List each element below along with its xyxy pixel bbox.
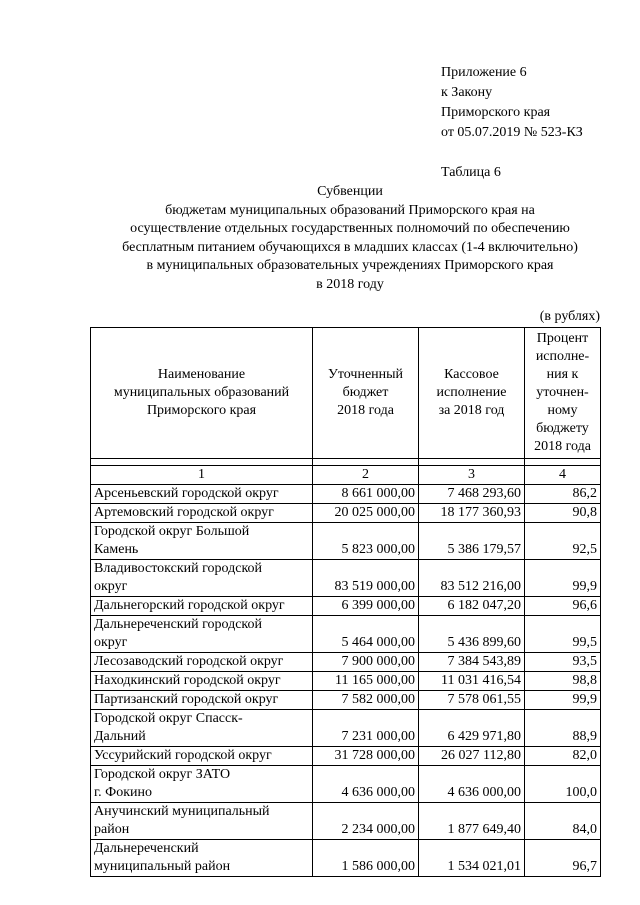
column-number-row xyxy=(91,466,601,485)
municipality-name-line: Арсеньевский городской округ xyxy=(94,486,279,501)
execution-cell: 11 031 416,54 xyxy=(419,672,525,691)
municipality-name xyxy=(91,560,313,597)
municipality-name xyxy=(91,616,313,653)
municipality-name-line: округ xyxy=(94,635,128,650)
header-budget: Уточненный бюджет 2018 года xyxy=(313,328,419,459)
table-row xyxy=(91,672,601,691)
budget-cell: 1 586 000,00 xyxy=(313,840,419,877)
municipality-name-line: Камень xyxy=(94,542,139,557)
municipality-name-line: Находкинский городской округ xyxy=(94,673,281,688)
budget-cell: 8 661 000,00 xyxy=(313,485,419,504)
table-row xyxy=(91,597,601,616)
table-row xyxy=(91,616,601,653)
percent-cell: 96,6 xyxy=(525,597,601,616)
percent-cell: 99,9 xyxy=(525,691,601,710)
budget-cell: 31 728 000,00 xyxy=(313,747,419,766)
table-number: Таблица 6 xyxy=(441,165,501,180)
municipality-name-line: Дальнереченский городской xyxy=(94,617,262,632)
annex-line: Приморского края xyxy=(441,105,551,120)
municipality-name-line: муниципальный район xyxy=(94,859,231,874)
execution-cell: 4 636 000,00 xyxy=(419,766,525,803)
budget-cell: 5 464 000,00 xyxy=(313,616,419,653)
table-row xyxy=(91,803,601,840)
percent-cell: 88,9 xyxy=(525,710,601,747)
execution-cell: 1 877 649,40 xyxy=(419,803,525,840)
municipality-name-line: г. Фокино xyxy=(94,785,153,800)
table-row xyxy=(91,766,601,803)
table-row xyxy=(91,691,601,710)
budget-cell: 20 025 000,00 xyxy=(313,504,419,523)
percent-cell: 96,7 xyxy=(525,840,601,877)
subventions-table xyxy=(90,327,601,877)
execution-cell: 7 384 543,89 xyxy=(419,653,525,672)
title-line: Субвенции xyxy=(317,184,383,199)
municipality-name xyxy=(91,710,313,747)
percent-cell: 99,9 xyxy=(525,560,601,597)
budget-cell: 7 900 000,00 xyxy=(313,653,419,672)
municipality-name xyxy=(91,597,313,616)
municipality-name xyxy=(91,504,313,523)
title-line: бесплатным питанием обучающихся в младших классах (1-4 включительно) xyxy=(122,239,578,255)
header-gap-row xyxy=(91,459,601,466)
municipality-name xyxy=(91,766,313,803)
header-execution: Кассовое исполнение за 2018 год xyxy=(419,328,525,459)
document-title xyxy=(90,183,610,294)
percent-cell: 90,8 xyxy=(525,504,601,523)
table-row xyxy=(91,747,601,766)
percent-cell: 92,5 xyxy=(525,523,601,560)
municipality-name-line: Городской округ ЗАТО xyxy=(94,767,231,782)
budget-cell: 11 165 000,00 xyxy=(313,672,419,691)
execution-cell: 26 027 112,80 xyxy=(419,747,525,766)
execution-cell: 6 182 047,20 xyxy=(419,597,525,616)
municipality-name-line: Дальнереченский xyxy=(94,841,199,856)
percent-cell: 86,2 xyxy=(525,485,601,504)
municipality-name xyxy=(91,523,313,560)
execution-cell: 18 177 360,93 xyxy=(419,504,525,523)
title-line: бюджетам муниципальных образований Приморского края на xyxy=(165,202,535,218)
municipality-name-line: Лесозаводский городской округ xyxy=(94,654,284,669)
budget-cell: 7 231 000,00 xyxy=(313,710,419,747)
table-row xyxy=(91,560,601,597)
header-name: Наименование муниципальных образований Приморского края xyxy=(91,328,313,459)
budget-cell: 83 519 000,00 xyxy=(313,560,419,597)
municipality-name xyxy=(91,747,313,766)
header-row xyxy=(91,328,601,459)
municipality-name-line: Анучинский муниципальный xyxy=(94,804,270,819)
percent-cell: 82,0 xyxy=(525,747,601,766)
municipality-name xyxy=(91,840,313,877)
execution-cell: 5 386 179,57 xyxy=(419,523,525,560)
column-number: 1 xyxy=(91,466,313,485)
annex-line: от 05.07.2019 № 523-КЗ xyxy=(441,125,583,140)
municipality-name-line: Уссурийский городской округ xyxy=(94,748,272,763)
units-note: (в рублях) xyxy=(539,309,600,324)
municipality-name-line: округ xyxy=(94,579,128,594)
budget-cell: 5 823 000,00 xyxy=(313,523,419,560)
municipality-name-line: Дальний xyxy=(94,729,146,744)
column-number: 4 xyxy=(525,466,601,485)
execution-cell: 7 578 061,55 xyxy=(419,691,525,710)
budget-cell: 6 399 000,00 xyxy=(313,597,419,616)
municipality-name-line: Артемовский городской округ xyxy=(94,505,274,520)
header-percent: Процент исполне- ния к уточнен- ному бюджету 2018 года xyxy=(525,328,601,459)
budget-cell: 7 582 000,00 xyxy=(313,691,419,710)
execution-cell: 83 512 216,00 xyxy=(419,560,525,597)
annex-line: к Закону xyxy=(441,85,493,100)
municipality-name-line: Дальнегорский городской округ xyxy=(94,598,285,613)
title-line: в 2018 году xyxy=(316,276,384,292)
percent-cell: 99,5 xyxy=(525,616,601,653)
municipality-name-line: Партизанский городской округ xyxy=(94,692,279,707)
municipality-name-line: район xyxy=(94,822,130,837)
column-number: 2 xyxy=(313,466,419,485)
municipality-name-line: Владивостокский городской xyxy=(94,561,263,576)
municipality-name xyxy=(91,672,313,691)
municipality-name xyxy=(91,803,313,840)
percent-cell: 93,5 xyxy=(525,653,601,672)
table-row xyxy=(91,840,601,877)
municipality-name-line: Городской округ Большой xyxy=(94,524,250,539)
municipality-name-line: Городской округ Спасск- xyxy=(94,711,243,726)
title-line: осуществление отдельных государственных полномочий по обеспечению xyxy=(130,221,570,236)
annex-line: Приложение 6 xyxy=(441,65,527,80)
execution-cell: 6 429 971,80 xyxy=(419,710,525,747)
execution-cell: 5 436 899,60 xyxy=(419,616,525,653)
table-row xyxy=(91,504,601,523)
percent-cell: 100,0 xyxy=(525,766,601,803)
municipality-name xyxy=(91,485,313,504)
annex-block xyxy=(441,63,583,183)
table-row xyxy=(91,653,601,672)
execution-cell: 1 534 021,01 xyxy=(419,840,525,877)
municipality-name xyxy=(91,653,313,672)
column-number: 3 xyxy=(419,466,525,485)
title-line: в муниципальных образовательных учреждениях Приморского края xyxy=(146,258,554,273)
table-row xyxy=(91,485,601,504)
table-row xyxy=(91,710,601,747)
municipality-name xyxy=(91,691,313,710)
percent-cell: 98,8 xyxy=(525,672,601,691)
table-row xyxy=(91,523,601,560)
budget-cell: 4 636 000,00 xyxy=(313,766,419,803)
execution-cell: 7 468 293,60 xyxy=(419,485,525,504)
budget-cell: 2 234 000,00 xyxy=(313,803,419,840)
percent-cell: 84,0 xyxy=(525,803,601,840)
